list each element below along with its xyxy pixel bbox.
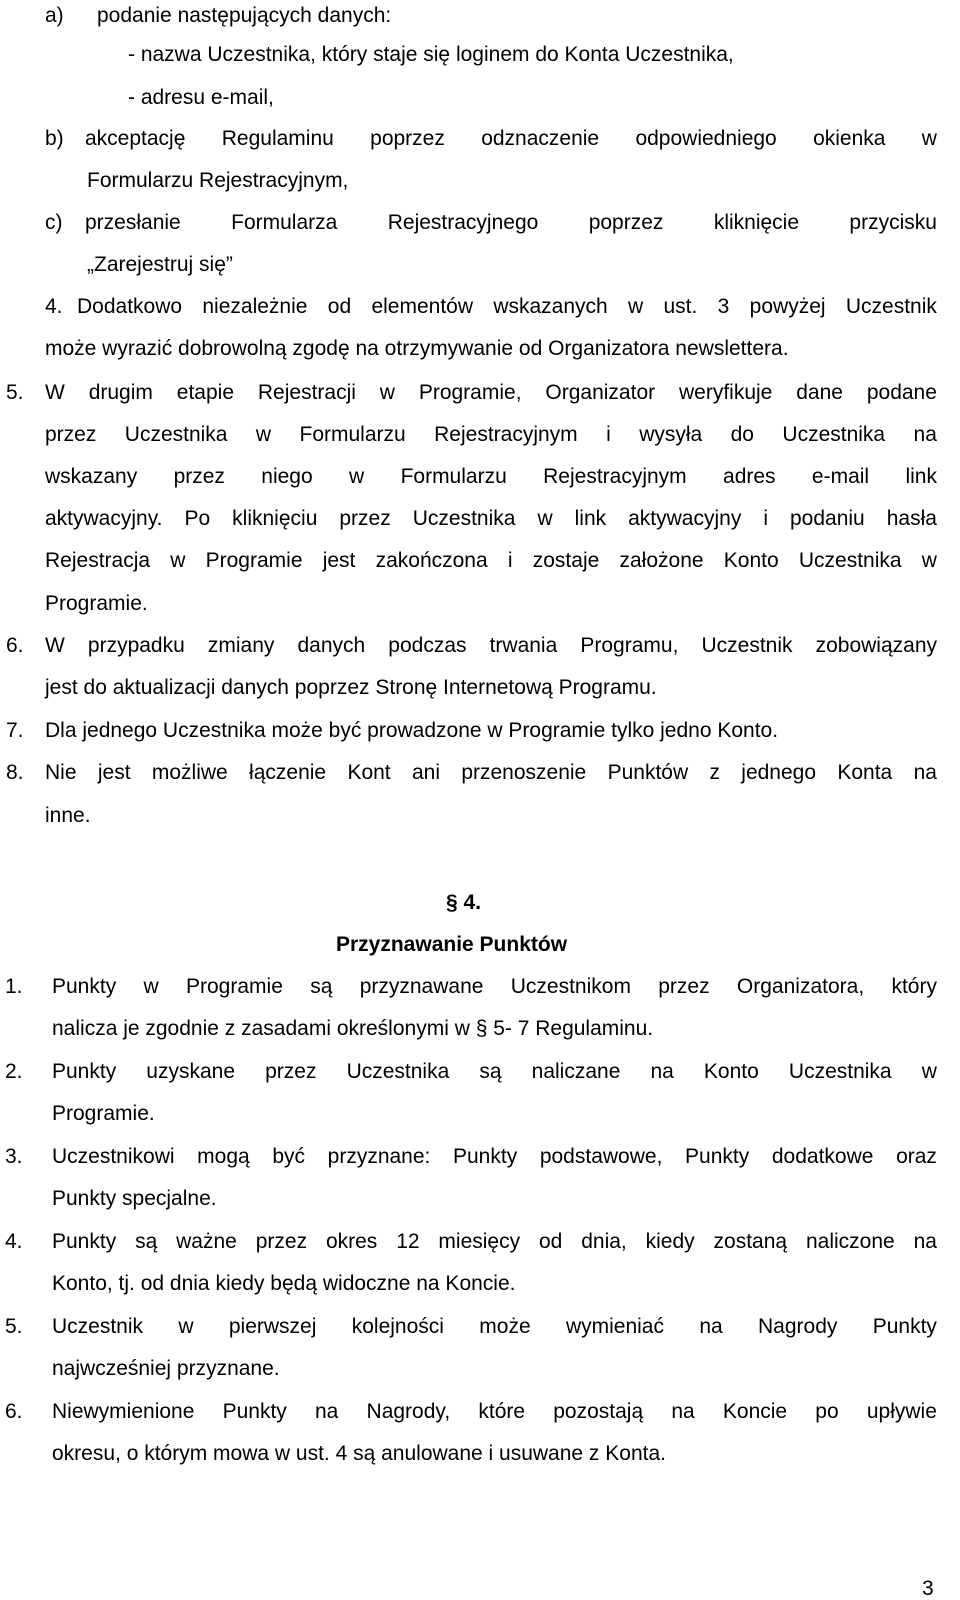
- point-line: Niewymienione Punkty na Nagrody, które pozostają na Koncie po upływie: [52, 1400, 937, 1423]
- point-line: Uczestnikowi mogą być przyznane: Punkty podstawowe, Punkty dodatkowe oraz: [52, 1145, 937, 1168]
- item-line: Nie jest możliwe łączenie Kont ani przenoszenie Punktów z jednego Konta na: [45, 761, 937, 784]
- item-line: Formularzu Rejestracyjnym,: [87, 169, 349, 192]
- item-marker: 5.: [6, 381, 24, 404]
- item-line: wskazany przez niego w Formularzu Rejestracyjnym adres e-mail link: [45, 465, 937, 488]
- point-marker: 3.: [5, 1145, 23, 1168]
- item-marker: b): [45, 127, 64, 150]
- point-line: nalicza je zgodnie z zasadami określonymi w § 5- 7 Regulaminu.: [52, 1017, 654, 1040]
- item-line: akceptację Regulaminu poprzez odznaczenie odpowiedniego okienka w: [85, 127, 937, 150]
- point-line: okresu, o którym mowa w ust. 4 są anulowane i usuwane z Konta.: [52, 1442, 666, 1465]
- item-marker: c): [45, 211, 63, 234]
- item-marker: a): [45, 4, 64, 27]
- point-marker: 1.: [5, 975, 23, 998]
- point-marker: 6.: [5, 1400, 23, 1423]
- item-line: Rejestracja w Programie jest zakończona i zostaje założone Konto Uczestnika w: [45, 549, 937, 572]
- item-line: Dla jednego Uczestnika może być prowadzone w Programie tylko jedno Konto.: [45, 719, 779, 742]
- point-line: Punkty uzyskane przez Uczestnika są naliczane na Konto Uczestnika w: [52, 1060, 937, 1083]
- item-line: przesłanie Formularza Rejestracyjnego poprzez kliknięcie przycisku: [85, 211, 937, 234]
- section-title: Przyznawanie Punktów: [336, 933, 568, 956]
- item-line: przez Uczestnika w Formularzu Rejestracyjnym i wysyła do Uczestnika na: [45, 423, 937, 446]
- point-line: Punkty specjalne.: [52, 1187, 217, 1210]
- page-number: 3: [922, 1577, 934, 1600]
- item-text: - nazwa Uczestnika, który staje się loginem do Konta Uczestnika,: [128, 43, 734, 66]
- point-line: Uczestnik w pierwszej kolejności może wymieniać na Nagrody Punkty: [52, 1315, 937, 1338]
- point-marker: 4.: [5, 1230, 23, 1253]
- item-text: podanie następujących danych:: [97, 4, 392, 27]
- item-line: W drugim etapie Rejestracji w Programie, Organizator weryfikuje dane podane: [45, 381, 937, 404]
- item-marker: 8.: [6, 761, 24, 784]
- item-line: Dodatkowo niezależnie od elementów wskazanych w ust. 3 powyżej Uczestnik: [77, 295, 937, 318]
- item-marker: 4.: [45, 295, 63, 318]
- point-marker: 5.: [5, 1315, 23, 1338]
- point-line: najwcześniej przyznane.: [52, 1357, 280, 1380]
- item-marker: 7.: [6, 719, 24, 742]
- item-line: jest do aktualizacji danych poprzez Stronę Internetową Programu.: [45, 676, 657, 699]
- item-marker: 6.: [6, 634, 24, 657]
- item-line: W przypadku zmiany danych podczas trwania Programu, Uczestnik zobowiązany: [45, 634, 937, 657]
- item-line: Programie.: [45, 592, 148, 615]
- item-line: może wyrazić dobrowolną zgodę na otrzymywanie od Organizatora newslettera.: [45, 337, 789, 360]
- point-line: Programie.: [52, 1102, 155, 1125]
- point-line: Konto, tj. od dnia kiedy będą widoczne na Koncie.: [52, 1272, 516, 1295]
- point-line: Punkty w Programie są przyznawane Uczestnikom przez Organizatora, który: [52, 975, 937, 998]
- point-marker: 2.: [5, 1060, 23, 1083]
- item-line: „Zarejestruj się”: [87, 253, 233, 276]
- item-line: inne.: [45, 804, 91, 827]
- point-line: Punkty są ważne przez okres 12 miesięcy od dnia, kiedy zostaną naliczone na: [52, 1230, 937, 1253]
- item-line: aktywacyjny. Po kliknięciu przez Uczestnika w link aktywacyjny i podaniu hasła: [45, 507, 937, 530]
- item-text: - adresu e-mail,: [128, 86, 274, 109]
- section-number: § 4.: [446, 891, 482, 914]
